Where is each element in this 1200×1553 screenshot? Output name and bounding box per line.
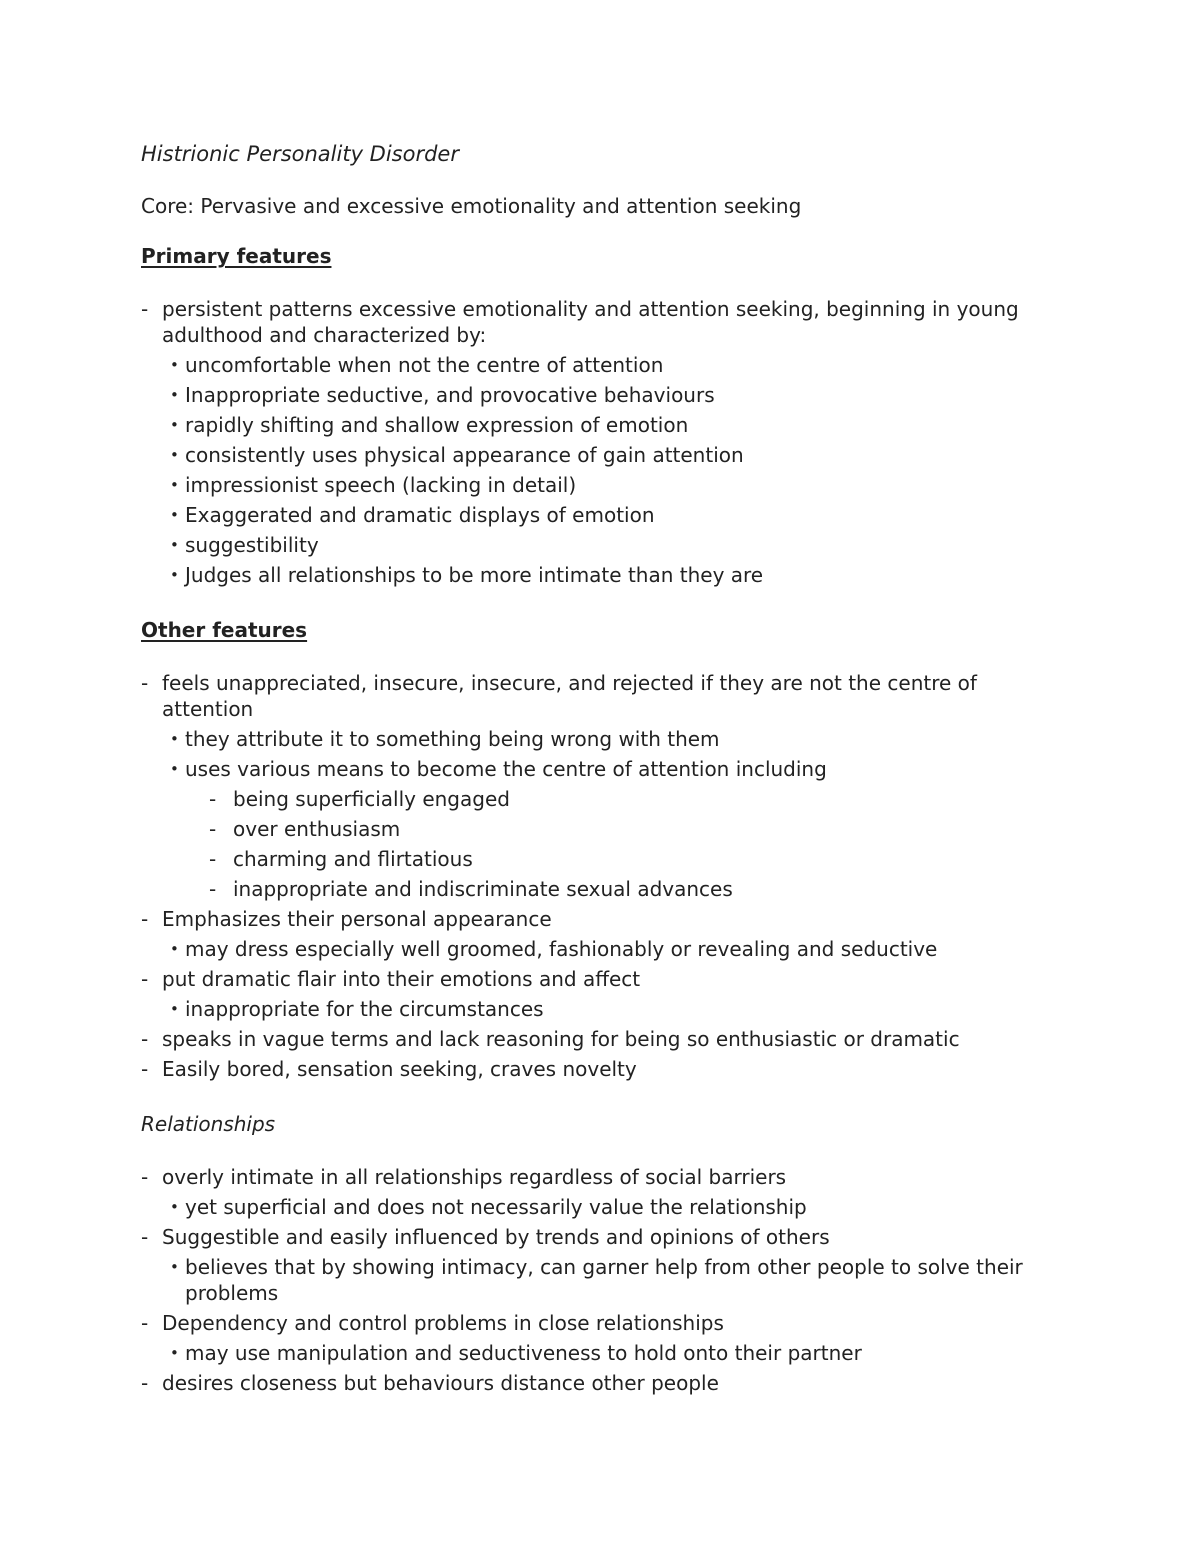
document-title: Histrionic Personality Disorder: [141, 142, 459, 166]
dash-marker: -: [141, 907, 149, 931]
relationships-heading: Relationships: [141, 1112, 276, 1136]
sub-item-text: inappropriate and indiscriminate sexual advances: [233, 877, 733, 901]
core-statement: Core: Pervasive and excessive emotionality and attention seeking: [141, 194, 802, 218]
bullet-text: uses various means to become the centre of attention including: [185, 757, 827, 781]
other-features-heading: Other features: [141, 618, 308, 642]
list-item: [141, 1164, 1061, 1220]
dash-marker: -: [141, 671, 149, 695]
list-item: [141, 296, 1061, 588]
bullet-item: [164, 1194, 1061, 1220]
relationships-list: [141, 1164, 1061, 1396]
dash-marker: -: [141, 1311, 149, 1335]
bullet-text: uncomfortable when not the centre of attention: [185, 353, 664, 377]
bullet-text: may dress especially well groomed, fashionably or revealing and seductive: [185, 937, 938, 961]
bullet-text: rapidly shifting and shallow expression of emotion: [185, 413, 689, 437]
dash-marker: -: [141, 1057, 149, 1081]
bullet-text: suggestibility: [185, 533, 319, 557]
bullet-item: [164, 996, 1061, 1022]
bullet-sublist: [164, 726, 1061, 902]
bullet-item: [164, 532, 1061, 558]
bullet-item: [164, 412, 1061, 438]
dash-sublist: [209, 786, 1061, 902]
list-item-text: overly intimate in all relationships regardless of social barriers: [162, 1165, 787, 1189]
bullet-item: [164, 562, 1061, 588]
bullet-item: [164, 352, 1061, 378]
document-page: [141, 140, 1061, 1400]
dash-marker: -: [209, 847, 217, 871]
bullet-marker: •: [170, 566, 179, 584]
list-item-text: Dependency and control problems in close relationships: [162, 1311, 724, 1335]
dash-marker: -: [141, 1371, 149, 1395]
bullet-text: they attribute it to something being wrong with them: [185, 727, 720, 751]
bullet-text: impressionist speech (lacking in detail): [185, 473, 577, 497]
bullet-item: [164, 756, 1061, 902]
sub-item: [209, 816, 1061, 842]
dash-marker: -: [141, 1225, 149, 1249]
bullet-item: [164, 726, 1061, 752]
list-item-text: speaks in vague terms and lack reasoning for being so enthusiastic or dramatic: [162, 1027, 960, 1051]
list-item: [141, 1026, 1061, 1052]
bullet-text: may use manipulation and seductiveness to hold onto their partner: [185, 1341, 862, 1365]
list-item: [141, 1370, 1061, 1396]
primary-features-heading: Primary features: [141, 244, 332, 268]
bullet-text: yet superficial and does not necessarily value the relationship: [185, 1195, 807, 1219]
dash-marker: -: [141, 1027, 149, 1051]
bullet-marker: •: [170, 536, 179, 554]
bullet-marker: •: [170, 1258, 179, 1276]
bullet-text: believes that by showing intimacy, can garner help from other people to solve their problems: [185, 1255, 1023, 1305]
bullet-text: consistently uses physical appearance of gain attention: [185, 443, 744, 467]
sub-item-text: charming and flirtatious: [233, 847, 473, 871]
list-item-text: Easily bored, sensation seeking, craves novelty: [162, 1057, 637, 1081]
bullet-marker: •: [170, 356, 179, 374]
bullet-text: Inappropriate seductive, and provocative behaviours: [185, 383, 715, 407]
bullet-marker: •: [170, 1198, 179, 1216]
primary-features-list: [141, 296, 1061, 588]
list-item: [141, 1224, 1061, 1306]
bullet-marker: •: [170, 386, 179, 404]
dash-marker: -: [209, 787, 217, 811]
dash-marker: -: [141, 967, 149, 991]
sub-item: [209, 876, 1061, 902]
sub-item: [209, 786, 1061, 812]
other-features-list: [141, 670, 1061, 1082]
list-item-text: Suggestible and easily influenced by trends and opinions of others: [162, 1225, 830, 1249]
bullet-marker: •: [170, 416, 179, 434]
bullet-item: [164, 442, 1061, 468]
bullet-marker: •: [170, 1344, 179, 1362]
dash-marker: -: [209, 877, 217, 901]
bullet-marker: •: [170, 446, 179, 464]
bullet-text: Judges all relationships to be more intimate than they are: [185, 563, 764, 587]
bullet-text: Exaggerated and dramatic displays of emotion: [185, 503, 655, 527]
sub-item-text: over enthusiasm: [233, 817, 401, 841]
list-item-text: Emphasizes their personal appearance: [162, 907, 552, 931]
bullet-sublist: [164, 1194, 1061, 1220]
bullet-item: [164, 1340, 1061, 1366]
bullet-marker: •: [170, 760, 179, 778]
sub-item: [209, 846, 1061, 872]
bullet-marker: •: [170, 476, 179, 494]
bullet-marker: •: [170, 506, 179, 524]
list-item: [141, 1310, 1061, 1366]
list-item: [141, 906, 1061, 962]
bullet-sublist: [164, 936, 1061, 962]
bullet-item: [164, 936, 1061, 962]
list-item: [141, 1056, 1061, 1082]
bullet-item: [164, 1254, 1061, 1306]
bullet-marker: •: [170, 1000, 179, 1018]
dash-marker: -: [209, 817, 217, 841]
list-item-text: persistent patterns excessive emotionality and attention seeking, beginning in young adulthood and characterized by:: [162, 297, 1019, 347]
list-item-text: feels unappreciated, insecure, insecure, and rejected if they are not the centre of attention: [162, 671, 977, 721]
bullet-text: inappropriate for the circumstances: [185, 997, 544, 1021]
bullet-item: [164, 382, 1061, 408]
bullet-marker: •: [170, 940, 179, 958]
bullet-marker: •: [170, 730, 179, 748]
list-item: [141, 670, 1061, 902]
bullet-item: [164, 502, 1061, 528]
list-item-text: put dramatic flair into their emotions and affect: [162, 967, 641, 991]
bullet-sublist: [164, 352, 1061, 588]
dash-marker: -: [141, 297, 149, 321]
list-item: [141, 966, 1061, 1022]
bullet-sublist: [164, 1254, 1061, 1306]
bullet-sublist: [164, 1340, 1061, 1366]
bullet-item: [164, 472, 1061, 498]
sub-item-text: being superficially engaged: [233, 787, 510, 811]
dash-marker: -: [141, 1165, 149, 1189]
list-item-text: desires closeness but behaviours distance other people: [162, 1371, 719, 1395]
bullet-sublist: [164, 996, 1061, 1022]
